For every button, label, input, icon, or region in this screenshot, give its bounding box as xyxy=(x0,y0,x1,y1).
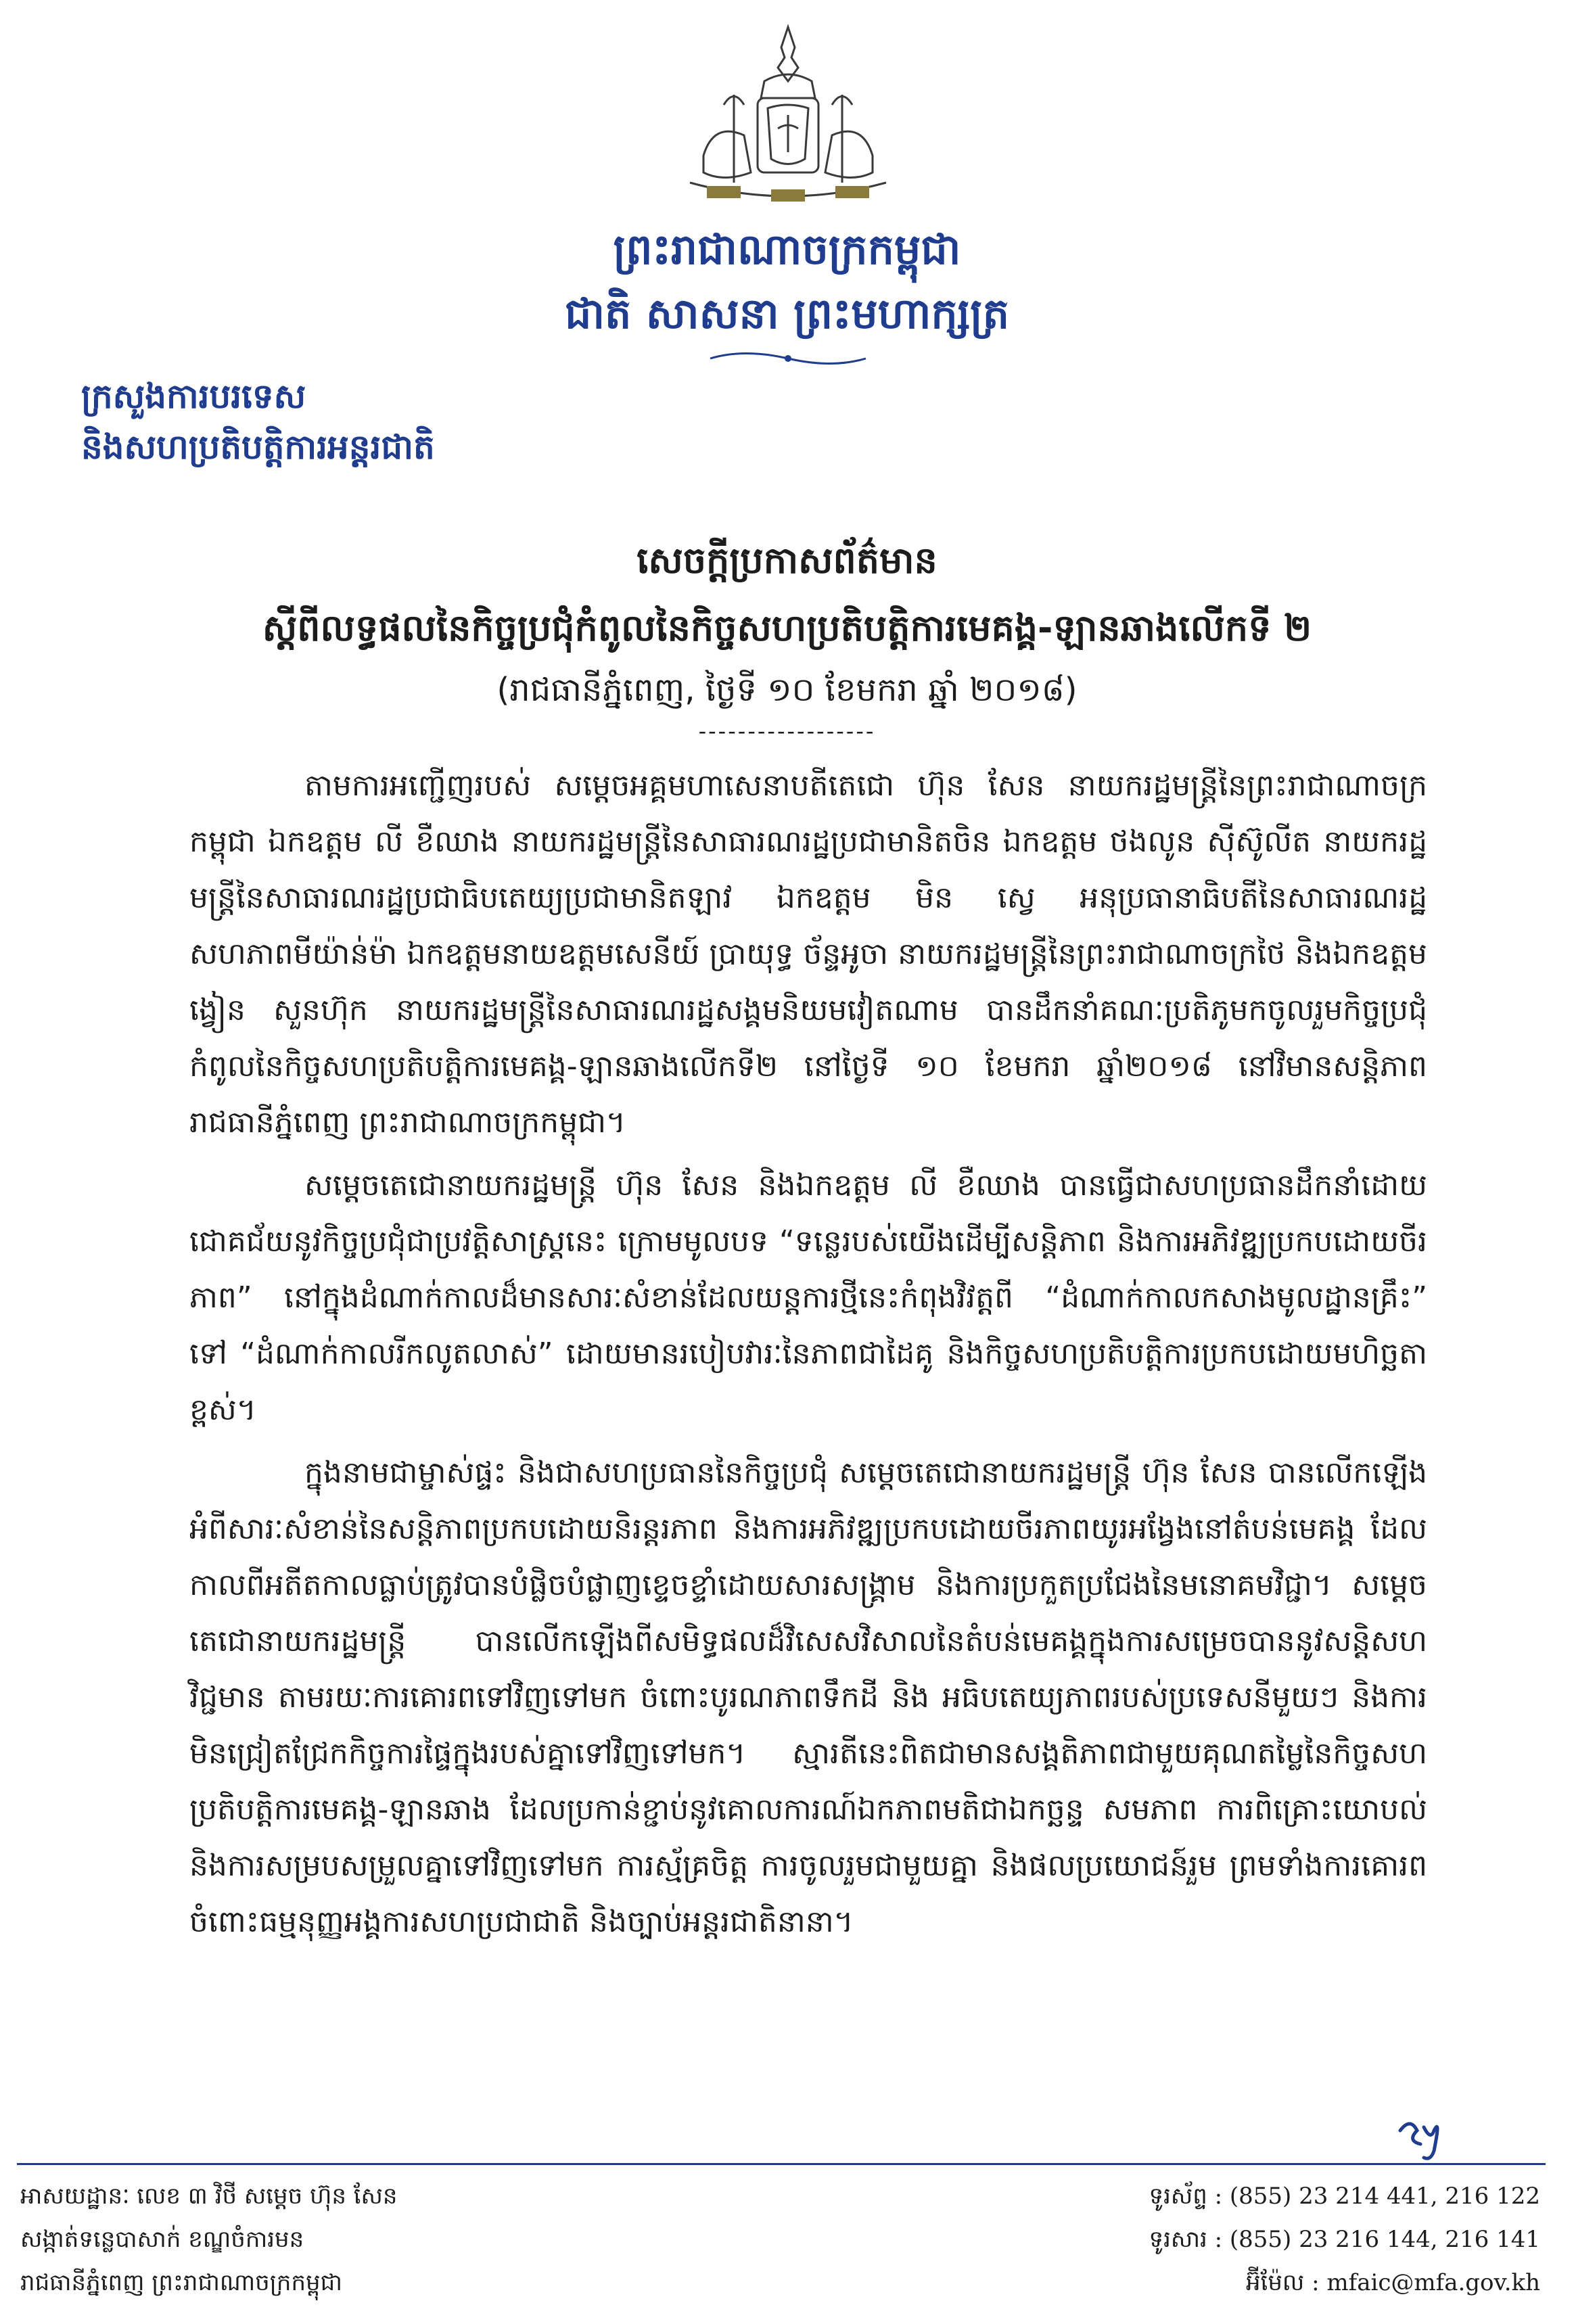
contact-phone: ទូរស័ព្ទ : (855) 23 214 441, 216 122 xyxy=(1149,2183,1540,2210)
ministry-name-line1: ក្រសួងការបរទេស xyxy=(81,376,306,416)
document-subtitle: ស្តីពីលទ្ធផលនៃកិច្ចប្រជុំកំពូលនៃកិច្ចសហប្រតិបត្តិការមេគង្គ-ឡានឆាងលើកទី ២ xyxy=(262,607,1312,649)
body-paragraph-1: តាមការអញ្ជើញរបស់ សម្តេចអគ្គមហាសេនាបតីតេជោ ហ៊ុន សែន នាយករដ្ឋមន្ត្រីនៃព្រះរាជាណាចក្រកម្ពុជា ឯកឧត្តម លី ខឺឈាង នាយករដ្ឋមន្ត្រីនៃសាធារណរដ្ឋប្រជាមានិតចិន ឯកឧត្តម ថងលូន ស៊ីស៊ូលីត នាយករដ្ឋមន្ត្រីនៃសាធារណរដ្ឋប្រជាធិបតេយ្យប្រជាមានិតឡាវ ឯកឧត្តម មិន ស្វេ អនុប្រធានាធិបតីនៃសាធារណរដ្ឋសហភាពមីយ៉ាន់ម៉ា ឯកឧត្តមនាយឧត្តមសេនីយ៍ ប្រាយុទ្ធ ច័ន្ទអូចា នាយករដ្ឋមន្ត្រីនៃព្រះរាជាណាចក្រថៃ និងឯកឧត្តម ង្វៀន សួនហ៊ុក នាយករដ្ឋមន្ត្រីនៃសាធារណរដ្ឋសង្គមនិយមវៀតណាម បានដឹកនាំគណៈប្រតិភូមកចូលរួមកិច្ចប្រជុំកំពូលនៃកិច្ចសហប្រតិបត្តិការមេគង្គ-ឡានឆាងលើកទី២ នៅថ្ងៃទី ១០ ខែមករា ឆ្នាំ២០១៨ នៅវិមានសន្តិភាព រាជធានីភ្នំពេញ ព្រះរាជាណាចក្រកម្ពុជា។ xyxy=(189,768,1427,1140)
address-line-3: រាជធានីភ្នំពេញ ព្រះរាជាណាចក្រកម្ពុជា xyxy=(20,2269,342,2296)
address-line-1: អាសយដ្ឋានៈ លេខ ៣ វិថី សម្តេច ហ៊ុន សែន xyxy=(20,2183,398,2210)
footer-divider xyxy=(17,2163,1546,2165)
title-divider: ------------------ xyxy=(698,718,876,744)
contact-fax: ទូរសារ : (855) 23 216 144, 216 141 xyxy=(1149,2226,1540,2253)
initials-signature xyxy=(1393,2110,1448,2164)
footer-address xyxy=(20,2175,398,2304)
kingdom-heading: ព្រះរាជាណាចក្រកម្ពុជា xyxy=(613,225,961,274)
royal-emblem xyxy=(676,20,900,216)
ministry-name-line2: និងសហប្រតិបត្តិការអន្តរជាតិ xyxy=(81,427,435,467)
body-paragraph-3: ក្នុងនាមជាម្ចាស់ផ្ទះ និងជាសហប្រធាននៃកិច្ចប្រជុំ សម្តេចតេជោនាយករដ្ឋមន្ត្រី ហ៊ុន សែន បានលើកឡើងអំពីសារៈសំខាន់នៃសន្តិភាពប្រកបដោយនិរន្តរភាព និងការអភិវឌ្ឍប្រកបដោយចីរភាពយូរអង្វែងនៅតំបន់មេគង្គ ដែលកាលពីអតីតកាលធ្លាប់ត្រូវបានបំផ្លិចបំផ្លាញខ្ទេចខ្ទាំដោយសារសង្គ្រាម និងការប្រកួតប្រជែងនៃមនោគមវិជ្ជា។ សម្តេចតេជោនាយករដ្ឋមន្ត្រី បានលើកឡើងពីសមិទ្ធផលដ៏វិសេសវិសាលនៃតំបន់មេគង្គក្នុងការសម្រេចបាននូវសន្តិសហវិជ្ជមាន តាមរយៈការគោរពទៅវិញទៅមក ចំពោះបូរណភាពទឹកដី និង អធិបតេយ្យភាពរបស់ប្រទេសនីមួយៗ និងការមិនជ្រៀតជ្រែកកិច្ចការផ្ទៃក្នុងរបស់គ្នាទៅវិញទៅមក។ ស្មារតីនេះពិតជាមានសង្គតិភាពជាមួយគុណតម្លៃនៃកិច្ចសហប្រតិបត្តិការមេគង្គ-ឡានឆាង ដែលប្រកាន់ខ្ជាប់នូវគោលការណ៍ឯកភាពមតិជាឯកច្ឆន្ទ សមភាព ការពិគ្រោះយោបល់ និងការសម្របសម្រួលគ្នាទៅវិញទៅមក ការស្ម័គ្រចិត្ត ការចូលរួមជាមួយគ្នា និងផលប្រយោជន៍រួម ព្រមទាំងការគោរពចំពោះធម្មនុញ្ញអង្គការសហប្រជាជាតិ និងច្បាប់អន្តរជាតិនានា។ xyxy=(189,1456,1427,1939)
document-body xyxy=(189,758,1427,1957)
footer-contact xyxy=(1149,2175,1540,2304)
body-paragraph-2: សម្តេចតេជោនាយករដ្ឋមន្ត្រី ហ៊ុន សែន និងឯកឧត្តម លី ខឺឈាង បានធ្វើជាសហប្រធានដឹកនាំដោយជោគជ័យនូវកិច្ចប្រជុំជាប្រវត្តិសាស្ត្រនេះ ក្រោមមូលបទ “ទន្លេរបស់យើងដើម្បីសន្តិភាព និងការអភិវឌ្ឍប្រកបដោយចីរភាព” នៅក្នុងដំណាក់កាលដ៏មានសារៈសំខាន់ដែលយន្តការថ្មីនេះកំពុងវិវត្តពី “ដំណាក់កាលកសាងមូលដ្ឋានគ្រឹះ” ទៅ “ដំណាក់កាលរីកលូតលាស់” ដោយមានរបៀបវារៈនៃភាពជាដៃគូ និងកិច្ចសហប្រតិបត្តិការប្រកបដោយមហិច្ឆតាខ្ពស់។ xyxy=(189,1168,1427,1427)
motto-heading: ជាតិ សាសនា ព្រះមហាក្សត្រ xyxy=(564,289,1010,338)
document-date: (រាជធានីភ្នំពេញ, ថ្ងៃទី ១០ ខែមករា ឆ្នាំ ២០១៨) xyxy=(496,671,1078,709)
document-title: សេចក្តីប្រកាសព័ត៌មាន xyxy=(636,539,938,582)
ornament-divider xyxy=(703,348,873,369)
address-line-2: សង្កាត់ទន្លេបាសាក់ ខណ្ឌចំការមន xyxy=(20,2226,304,2253)
contact-email: អ៊ីម៉ែល : mfaic@mfa.gov.kh xyxy=(1245,2269,1540,2296)
